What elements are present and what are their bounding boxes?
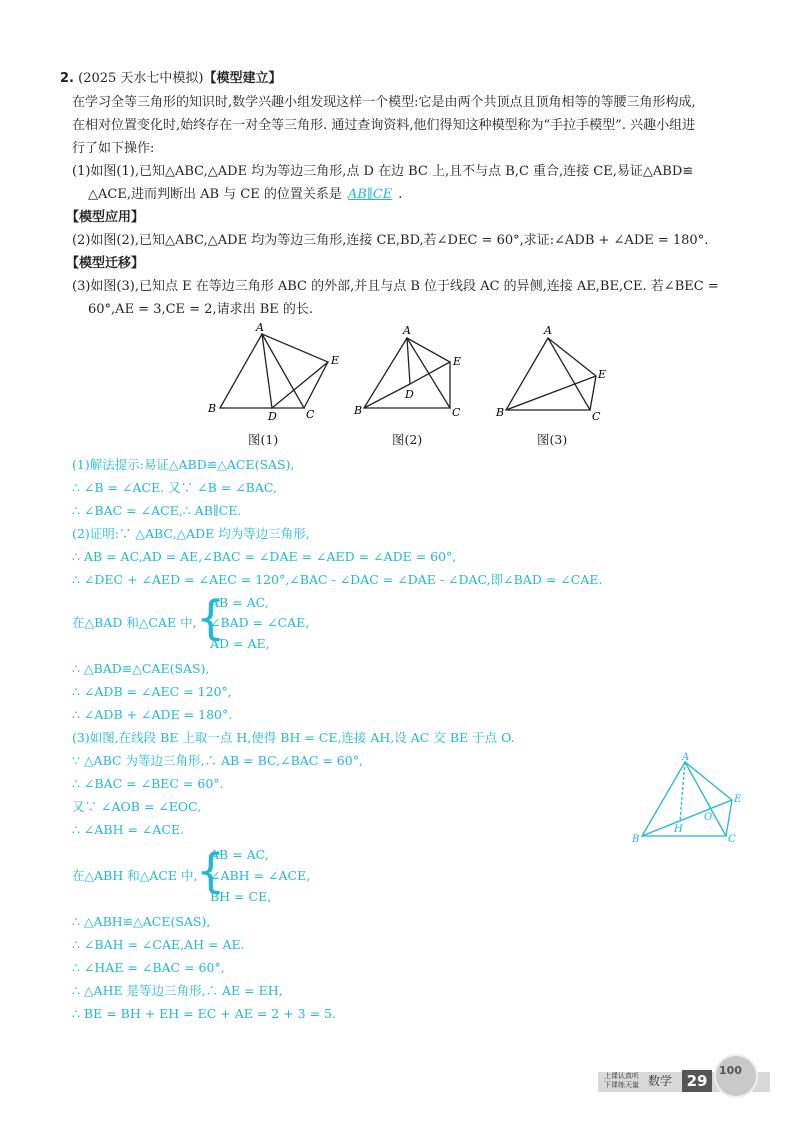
- solution-line-6: ∴ ∠DEC + ∠AED = ∠AEC = 120°,∠BAC - ∠DAC = ∠DAE - ∠DAC,即∠BAD = ∠CAE.: [72, 572, 603, 587]
- figure-3: [490, 320, 615, 425]
- solution-line-9: ∴ ∠ADB = ∠AEC = 120°,: [72, 684, 232, 699]
- system-1-cond-1: AB = AC,: [210, 595, 269, 610]
- solution-line-10: ∴ ∠ADB + ∠ADE = 180°.: [72, 707, 233, 722]
- solution-line-17: ∴ △ABH≌△ACE(SAS),: [72, 914, 211, 929]
- solution-line-14: 又∵ ∠AOB = ∠EOC,: [72, 799, 202, 814]
- intro-line-3: 行了如下操作:: [72, 141, 155, 156]
- fig1-label-a: A: [256, 321, 264, 334]
- solution-line-21: ∴ BE = BH + EH = EC + AE = 2 + 3 = 5.: [72, 1006, 336, 1021]
- solfig-label-e: E: [734, 794, 742, 805]
- system-1-lead: 在△BAD 和△CAE 中,: [72, 615, 197, 630]
- solution-line-5: ∴ AB = AC,AD = AE,∠BAC = ∠DAE = ∠AED = ∠ADE = 60°,: [72, 549, 457, 564]
- solfig-label-c: C: [728, 834, 736, 845]
- solution-line-15: ∴ ∠ABH = ∠ACE.: [72, 822, 185, 837]
- fig2-label-d: D: [405, 388, 414, 401]
- page-number: 29: [682, 1070, 712, 1092]
- fig1-label-d: D: [268, 410, 277, 423]
- fig3-label-e: E: [598, 368, 607, 381]
- fig2-label-c: C: [452, 406, 461, 419]
- footer-slogan-1: 上课认真听: [604, 1072, 639, 1080]
- solution-figure: [628, 750, 758, 850]
- question-source: (2025 天水七中模拟): [78, 71, 204, 86]
- solution-line-4: (2)证明:∵ △ABC,△ADE 均为等边三角形,: [72, 526, 310, 541]
- system-2-cond-2: ∠ABH = ∠ACE,: [210, 868, 311, 883]
- figure-2: [350, 320, 470, 425]
- solution-line-19: ∴ ∠HAE = ∠BAC = 60°,: [72, 960, 225, 975]
- fig2-label-b: B: [354, 404, 363, 417]
- part1-line-1: (1)如图(1),已知△ABC,△ADE 均为等边三角形,点 D 在边 BC 上,且不与点 B,C 重合,连接 CE,易证△ABD≌: [72, 164, 694, 179]
- question-number: 2.: [60, 71, 74, 86]
- figure-3-caption: 图(3): [537, 432, 568, 447]
- intro-line-2: 在相对位置变化时,始终存在一对全等三角形. 通过查询资料,他们得知这种模型称为“手拉手模型”. 兴趣小组进: [72, 118, 696, 133]
- intro-line-1: 在学习全等三角形的知识时,数学兴趣小组发现这样一个模型:它是由两个共顶点且顶角相等的等腰三角形构成,: [72, 95, 696, 110]
- system-2-lead: 在△ABH 和△ACE 中,: [72, 868, 198, 883]
- figure-1: [200, 320, 350, 425]
- question-header: [60, 70, 282, 88]
- solution-line-1: (1)解法提示:易证△ABD≌△ACE(SAS),: [72, 457, 295, 472]
- fig3-label-b: B: [496, 406, 505, 419]
- system-1-cond-2: ∠BAD = ∠CAE,: [210, 615, 310, 630]
- fig1-label-c: C: [306, 408, 315, 421]
- footer-badge-100: 100: [719, 1064, 742, 1077]
- system-2-brace: {: [196, 844, 226, 898]
- solution-line-11: (3)如图,在线段 BE 上取一点 H,使得 BH = CE,连接 AH,设 AC 交 BE 于点 O.: [72, 730, 515, 745]
- solution-line-2: ∴ ∠B = ∠ACE. 又∵ ∠B = ∠BAC,: [72, 480, 277, 495]
- solfig-label-o: O: [704, 812, 713, 823]
- solution-line-8: ∴ △BAD≌△CAE(SAS),: [72, 661, 210, 676]
- solfig-label-b: B: [632, 834, 640, 845]
- figure-1-caption: 图(1): [248, 432, 279, 447]
- footer-slogan: [604, 1072, 639, 1090]
- fig2-label-a: A: [403, 324, 411, 337]
- section-apply-label: 【模型应用】: [66, 210, 145, 225]
- section-build-label: 【模型建立】: [203, 71, 282, 86]
- fig2-label-e: E: [453, 355, 462, 368]
- figure-2-caption: 图(2): [392, 432, 423, 447]
- part3-line-2: 60°,AE = 3,CE = 2,请求出 BE 的长.: [88, 302, 314, 317]
- part1-answer-blank: AB∥CE: [347, 187, 393, 202]
- solfig-label-h: H: [674, 824, 683, 835]
- part1-text: △ACE,进而判断出 AB 与 CE 的位置关系是: [88, 187, 342, 202]
- fig1-label-e: E: [331, 354, 340, 367]
- fig3-label-c: C: [592, 410, 601, 423]
- part1-line-2: [88, 186, 402, 204]
- solution-line-13: ∴ ∠BAC = ∠BEC = 60°.: [72, 776, 224, 791]
- solfig-label-a: A: [682, 752, 690, 763]
- solution-line-3: ∴ ∠BAC = ∠ACE,∴ AB∥CE.: [72, 503, 242, 518]
- solution-line-18: ∴ ∠BAH = ∠CAE,AH = AE.: [72, 937, 245, 952]
- footer-slogan-2: 下课练天量: [604, 1081, 639, 1089]
- fig3-label-a: A: [544, 324, 552, 337]
- part1-period: .: [398, 187, 403, 202]
- footer-subject: 数学: [648, 1074, 673, 1088]
- system-2-cond-3: BH = CE,: [210, 889, 272, 904]
- system-2-cond-1: AB = AC,: [210, 847, 269, 862]
- system-1-cond-3: AD = AE,: [210, 636, 270, 651]
- fig1-label-b: B: [208, 402, 217, 415]
- part3-line-1: (3)如图(3),已知点 E 在等边三角形 ABC 的外部,并且与点 B 位于线段 AC 的异侧,连接 AE,BE,CE. 若∠BEC =: [72, 279, 719, 294]
- part2-line: (2)如图(2),已知△ABC,△ADE 均为等边三角形,连接 CE,BD,若∠DEC = 60°,求证:∠ADB + ∠ADE = 180°.: [72, 233, 709, 248]
- system-1-brace: {: [196, 591, 226, 645]
- solution-line-12: ∵ △ABC 为等边三角形,∴ AB = BC,∠BAC = 60°,: [72, 753, 363, 768]
- section-transfer-label: 【模型迁移】: [66, 256, 145, 271]
- solution-line-20: ∴ △AHE 是等边三角形,∴ AE = EH,: [72, 983, 283, 998]
